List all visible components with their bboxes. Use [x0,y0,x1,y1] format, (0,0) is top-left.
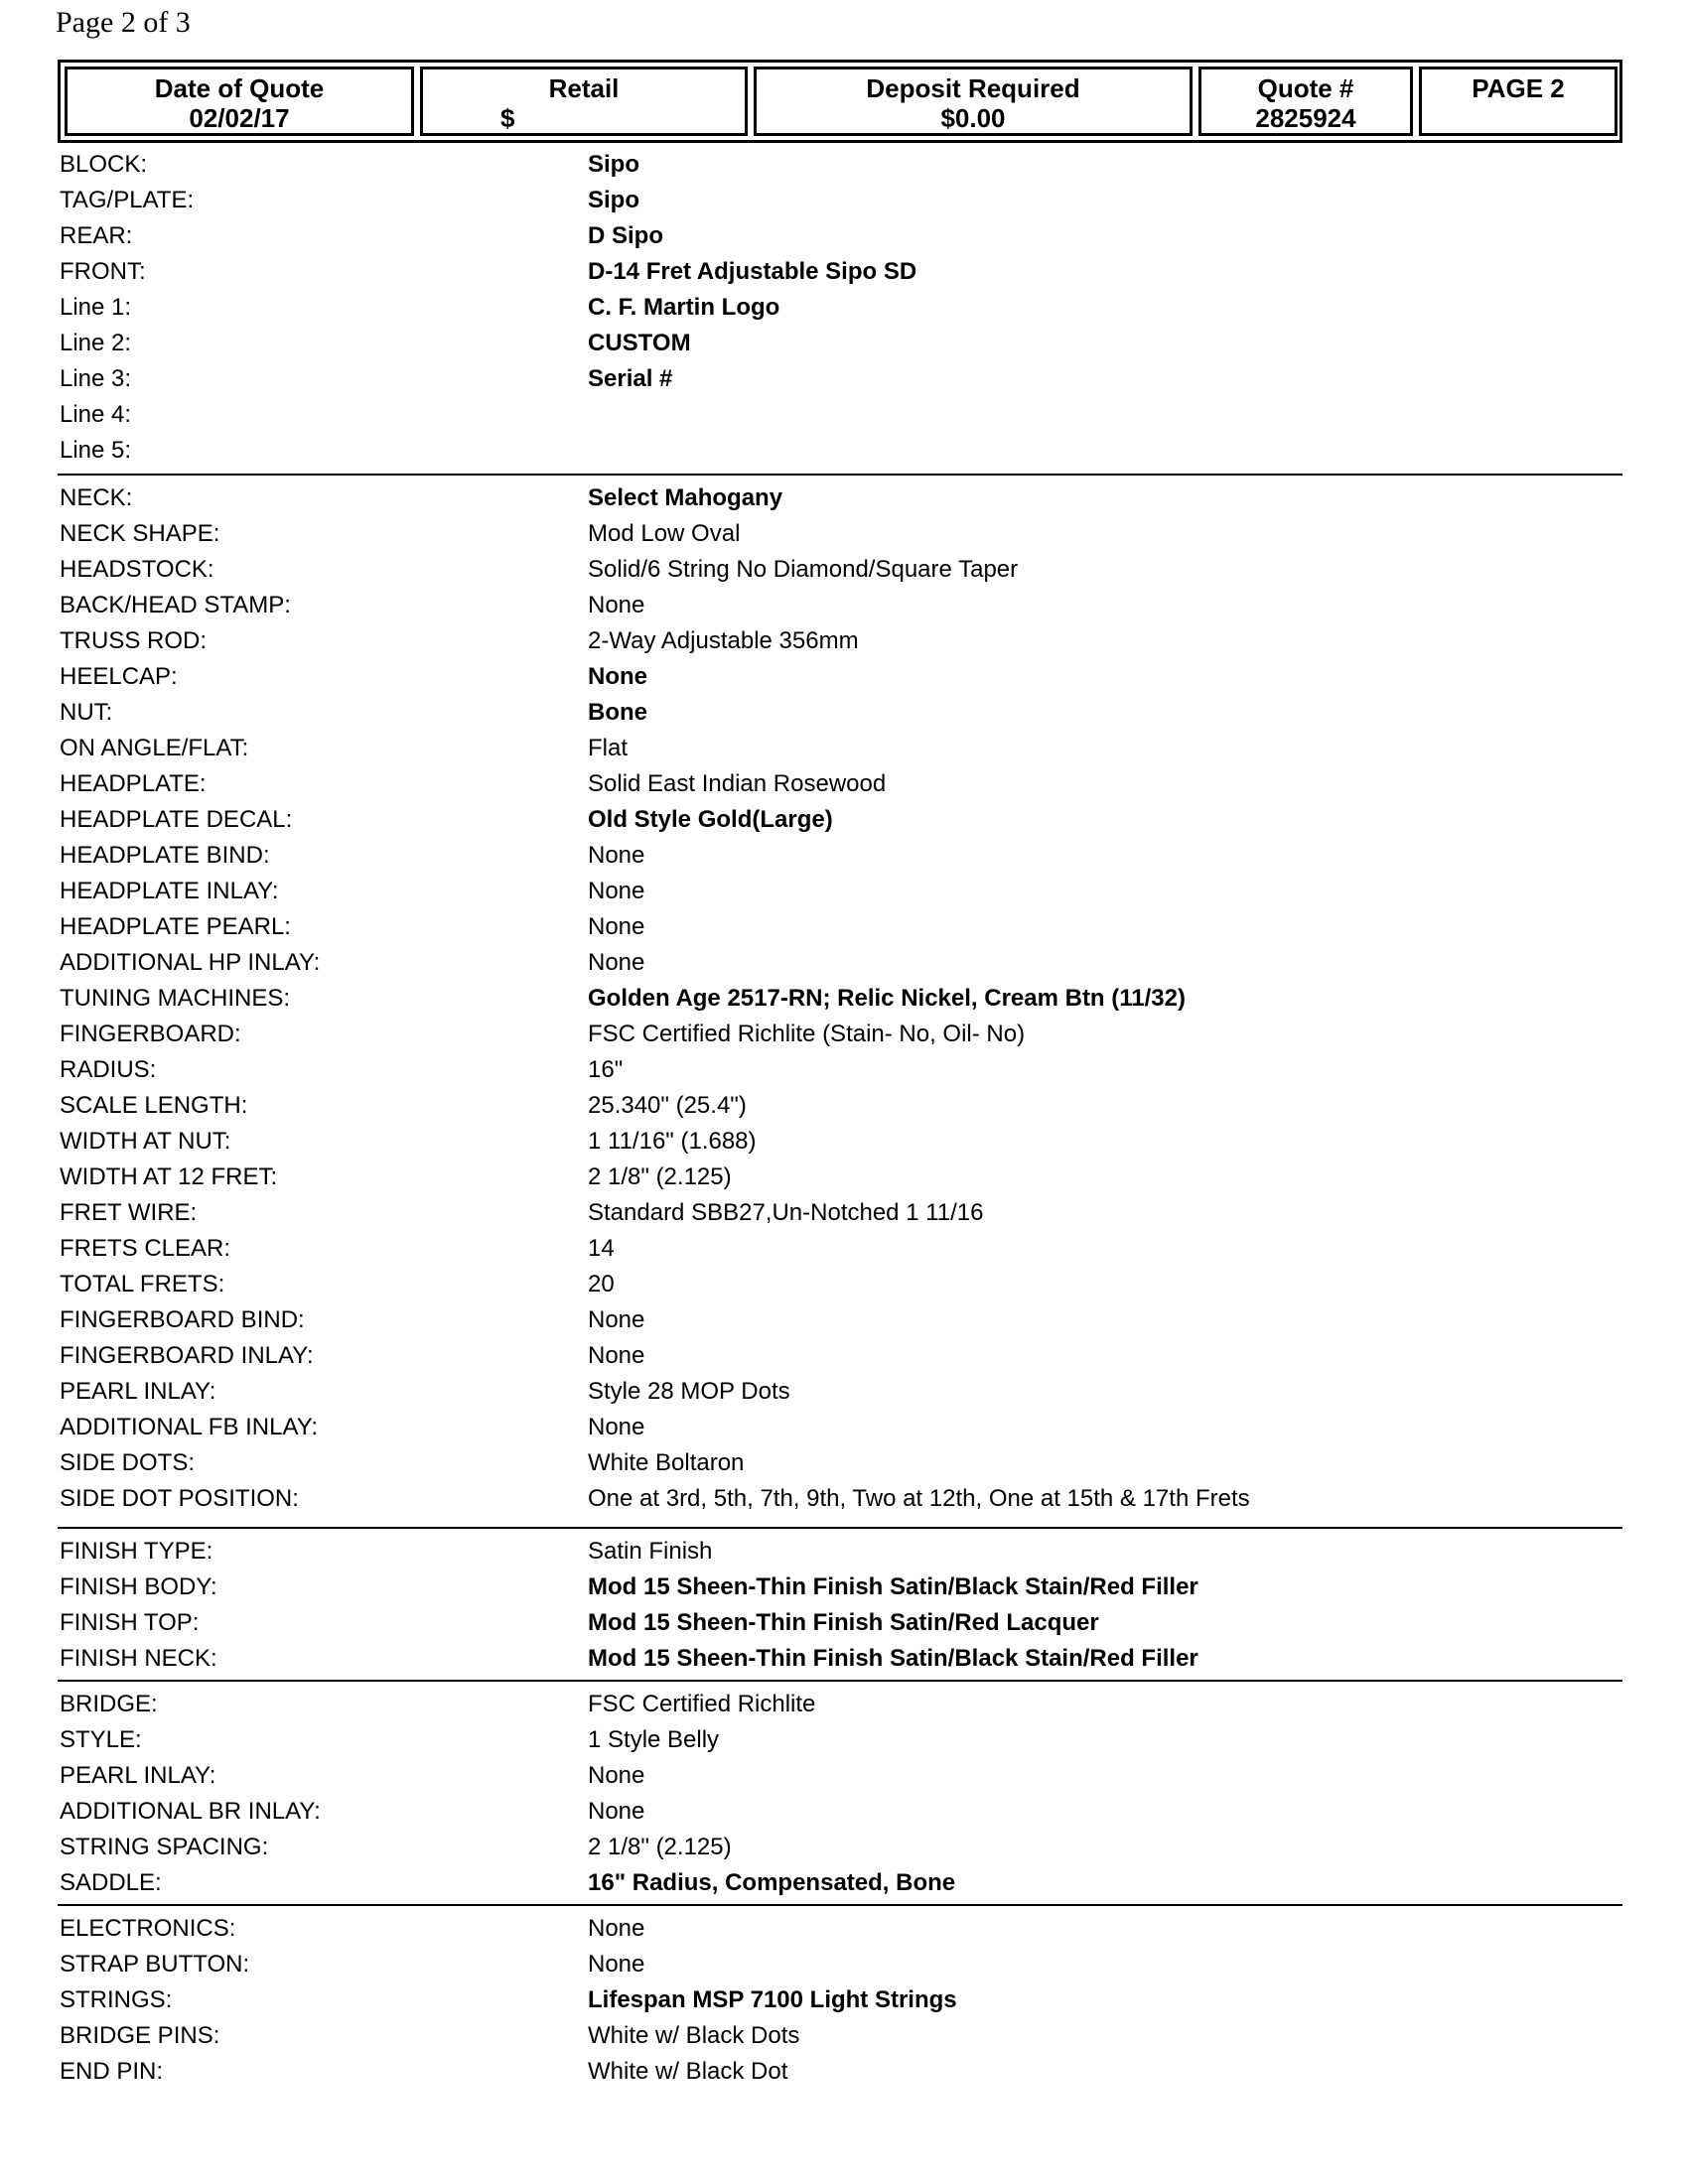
spec-label: HEADPLATE PEARL: [60,913,291,940]
spec-label: SCALE LENGTH: [60,1092,248,1119]
spec-value: 16" [588,1056,624,1083]
spec-label: END PIN: [60,2058,164,2085]
page-cell [1419,67,1618,136]
spec-row [58,1794,1622,1830]
spec-label: ON ANGLE/FLAT: [60,735,249,761]
section-neck [58,480,1622,1517]
spec-value: Select Mahogany [588,484,783,511]
spec-label: FINISH NECK: [60,1645,217,1672]
spec-row [58,1947,1622,1982]
spec-value: White w/ Black Dot [588,2058,788,2085]
spec-row [58,326,1622,361]
spec-label: Line 1: [60,294,132,321]
spec-value: Serial # [588,365,673,392]
spec-label: BLOCK: [60,151,148,178]
spec-row [58,254,1622,290]
spec-row [58,1481,1622,1517]
spec-value: 2 1/8" (2.125) [588,1834,732,1860]
section-divider [58,1680,1622,1682]
spec-label: REAR: [60,222,133,249]
spec-label: FINGERBOARD BIND: [60,1306,305,1333]
spec-value: White w/ Black Dots [588,2022,800,2049]
date-of-quote-value: 02/02/17 [189,103,290,133]
spec-row [58,909,1622,945]
spec-row [58,1445,1622,1481]
spec-value: One at 3rd, 5th, 7th, 9th, Two at 12th, One at 15th & 17th Frets [588,1485,1250,1512]
spec-row [58,397,1622,433]
spec-row [58,1865,1622,1901]
spec-value: None [588,1915,645,1942]
section-body [58,147,1622,469]
spec-label: Line 2: [60,330,132,356]
spec-label: FINGERBOARD: [60,1021,241,1047]
spec-label: HEELCAP: [60,663,178,690]
spec-label: ADDITIONAL BR INLAY: [60,1798,321,1825]
spec-value: 2-Way Adjustable 356mm [588,627,859,654]
retail-label: Retail [548,73,620,103]
spec-value: Lifespan MSP 7100 Light Strings [588,1986,957,2013]
spec-row [58,1722,1622,1758]
spec-value: FSC Certified Richlite (Stain- No, Oil- No) [588,1021,1026,1047]
spec-row [58,1410,1622,1445]
spec-label: STYLE: [60,1726,142,1753]
spec-label: STRINGS: [60,1986,173,2013]
deposit-required-cell [754,67,1193,136]
spec-value: 2 1/8" (2.125) [588,1163,732,1190]
spec-row [58,1570,1622,1605]
spec-row [58,480,1622,516]
spec-value: Golden Age 2517-RN; Relic Nickel, Cream Btn (11/32) [588,985,1186,1012]
section-hardware [58,1911,1622,2090]
quote-header-table [58,60,1622,143]
spec-value: 14 [588,1235,615,1262]
quote-number-value: 2825924 [1255,103,1356,133]
spec-value: None [588,592,645,618]
spec-label: TOTAL FRETS: [60,1271,225,1297]
spec-row [58,731,1622,766]
spec-label: FRETS CLEAR: [60,1235,231,1262]
spec-row [58,552,1622,588]
spec-value: 16" Radius, Compensated, Bone [588,1869,956,1896]
spec-value: None [588,878,645,904]
spec-row [58,1641,1622,1677]
spec-value: Solid/6 String No Diamond/Square Taper [588,556,1019,583]
spec-value: None [588,842,645,869]
spec-row [58,1830,1622,1865]
spec-value: 25.340" (25.4") [588,1092,747,1119]
spec-label: HEADSTOCK: [60,556,214,583]
spec-label: FINGERBOARD INLAY: [60,1342,314,1369]
spec-row [58,147,1622,183]
spec-row [58,1160,1622,1195]
spec-row [58,695,1622,731]
spec-row [58,290,1622,326]
section-bridge [58,1687,1622,1901]
spec-value: None [588,663,647,690]
spec-label: Line 4: [60,401,132,428]
spec-value: 20 [588,1271,615,1297]
spec-row [58,1267,1622,1302]
date-of-quote-label: Date of Quote [154,73,325,103]
page-cell-label: PAGE 2 [1472,73,1565,103]
spec-value: Sipo [588,187,639,213]
spec-value: 1 11/16" (1.688) [588,1128,757,1155]
spec-value: Mod Low Oval [588,520,741,547]
spec-value: Standard SBB27,Un-Notched 1 11/16 [588,1199,984,1226]
spec-value: None [588,1342,645,1369]
spec-value: None [588,913,645,940]
deposit-required-label: Deposit Required [866,73,1080,103]
spec-label: STRING SPACING: [60,1834,269,1860]
quote-number-cell [1198,67,1413,136]
spec-label: WIDTH AT NUT: [60,1128,231,1155]
spec-row [58,1017,1622,1052]
spec-row [58,1195,1622,1231]
spec-label: PEARL INLAY: [60,1378,216,1405]
spec-value: 1 Style Belly [588,1726,720,1753]
section-divider [58,1527,1622,1529]
spec-row [58,2054,1622,2090]
spec-label: BRIDGE PINS: [60,2022,220,2049]
spec-value: None [588,1951,645,1978]
quote-number-label: Quote # [1257,73,1354,103]
section-finish [58,1534,1622,1677]
spec-value: Mod 15 Sheen-Thin Finish Satin/Black Stain/Red Filler [588,1573,1198,1600]
spec-row [58,945,1622,981]
spec-label: RADIUS: [60,1056,157,1083]
spec-label: HEADPLATE INLAY: [60,878,279,904]
spec-label: BRIDGE: [60,1691,158,1717]
spec-value: D Sipo [588,222,663,249]
spec-value: None [588,1762,645,1789]
spec-row [58,1605,1622,1641]
date-of-quote-cell [65,67,414,136]
spec-value: Bone [588,699,647,726]
spec-row [58,981,1622,1017]
spec-value: Old Style Gold(Large) [588,806,833,833]
spec-value: Style 28 MOP Dots [588,1378,790,1405]
spec-label: PEARL INLAY: [60,1762,216,1789]
spec-row [58,766,1622,802]
spec-row [58,838,1622,874]
spec-row [58,1052,1622,1088]
spec-value: D-14 Fret Adjustable Sipo SD [588,258,917,285]
spec-label: SIDE DOT POSITION: [60,1485,299,1512]
spec-row [58,1302,1622,1338]
spec-label: TRUSS ROD: [60,627,208,654]
spec-value: White Boltaron [588,1449,745,1476]
retail-value: $ [500,103,515,133]
spec-row [58,659,1622,695]
spec-value: None [588,1306,645,1333]
spec-label: ELECTRONICS: [60,1915,236,1942]
spec-row [58,588,1622,623]
spec-label: FINISH TYPE: [60,1538,213,1565]
spec-label: Line 3: [60,365,132,392]
spec-label: FINISH TOP: [60,1609,200,1636]
spec-value: None [588,1798,645,1825]
spec-row [58,361,1622,397]
spec-label: STRAP BUTTON: [60,1951,250,1978]
spec-label: NECK: [60,484,133,511]
spec-label: NECK SHAPE: [60,520,220,547]
spec-row [58,1374,1622,1410]
spec-label: SIDE DOTS: [60,1449,196,1476]
spec-value: Sipo [588,151,639,178]
deposit-required-value: $0.00 [940,103,1006,133]
spec-value: Satin Finish [588,1538,713,1565]
spec-row [58,1124,1622,1160]
spec-label: HEADPLATE DECAL: [60,806,293,833]
spec-value: Mod 15 Sheen-Thin Finish Satin/Black Stain/Red Filler [588,1645,1198,1672]
spec-row [58,183,1622,218]
spec-label: SADDLE: [60,1869,162,1896]
spec-label: HEADPLATE BIND: [60,842,270,869]
spec-row [58,516,1622,552]
spec-label: TAG/PLATE: [60,187,195,213]
spec-row [58,2018,1622,2054]
spec-value: Flat [588,735,629,761]
spec-row [58,218,1622,254]
spec-label: FRONT: [60,258,146,285]
spec-label: Line 5: [60,437,132,464]
spec-row [58,1911,1622,1947]
spec-row [58,802,1622,838]
spec-row [58,1687,1622,1722]
spec-value: FSC Certified Richlite [588,1691,816,1717]
spec-label: ADDITIONAL FB INLAY: [60,1414,319,1440]
spec-label: HEADPLATE: [60,770,207,797]
spec-value: Solid East Indian Rosewood [588,770,887,797]
spec-row [58,623,1622,659]
spec-row [58,874,1622,909]
spec-row [58,1758,1622,1794]
section-divider [58,1904,1622,1906]
spec-value: Mod 15 Sheen-Thin Finish Satin/Red Lacquer [588,1609,1099,1636]
spec-row [58,1534,1622,1570]
retail-cell [420,67,748,136]
spec-label: TUNING MACHINES: [60,985,291,1012]
spec-label: NUT: [60,699,113,726]
spec-label: FINISH BODY: [60,1573,217,1600]
spec-value: None [588,1414,645,1440]
spec-label: FRET WIRE: [60,1199,198,1226]
spec-row [58,433,1622,469]
spec-row [58,1982,1622,2018]
spec-row [58,1231,1622,1267]
spec-label: ADDITIONAL HP INLAY: [60,949,321,976]
spec-row [58,1338,1622,1374]
page-number-label: Page 2 of 3 [56,6,191,39]
spec-label: WIDTH AT 12 FRET: [60,1163,278,1190]
spec-value: C. F. Martin Logo [588,294,780,321]
spec-value: None [588,949,645,976]
spec-label: BACK/HEAD STAMP: [60,592,291,618]
spec-value: CUSTOM [588,330,691,356]
section-divider [58,474,1622,476]
spec-row [58,1088,1622,1124]
